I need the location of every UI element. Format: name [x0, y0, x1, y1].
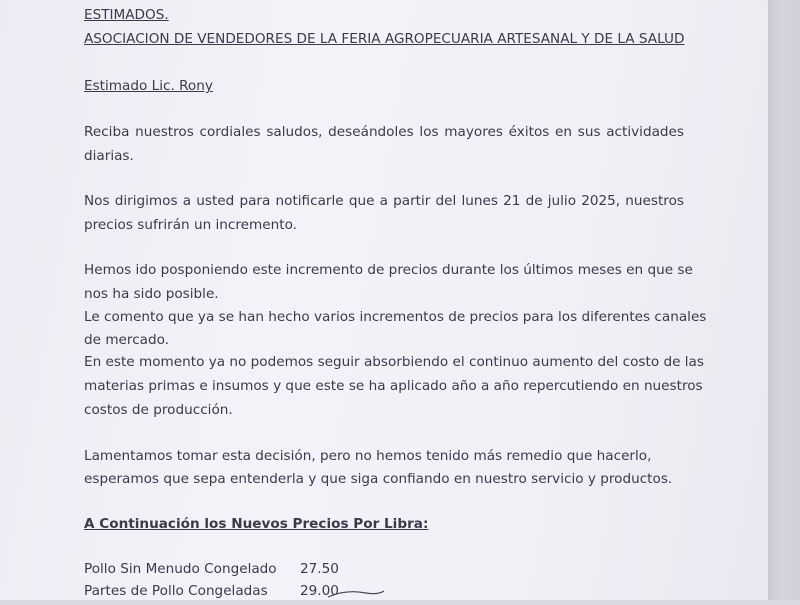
paragraph-greetings: Reciba nuestros cordiales saludos, deseándoles los mayores éxitos en sus actividades diarias. — [84, 124, 684, 164]
prices-heading: A Continuación los Nuevos Precios Por Libra: — [84, 516, 429, 532]
price-value: 29.00 — [300, 583, 339, 599]
handwritten-mark — [326, 585, 386, 605]
salutation-title: ESTIMADOS. — [84, 7, 169, 23]
paragraph-postponed-line-1: Hemos ido posponiendo este incremento de precios durante los últimos meses en que se — [84, 262, 693, 278]
price-item-name: Pollo Sin Menudo Congelado — [84, 561, 277, 577]
paragraph-postponed-line-2: nos ha sido posible. — [84, 286, 219, 302]
paragraph-regret-line-2: esperamos que sepa entenderla y que siga confiando en nuestro servicio y productos. — [84, 471, 673, 487]
price-row — [84, 559, 339, 579]
paragraph-increments-line-2: de mercado. — [84, 332, 170, 348]
paragraph-regret-line-1: Lamentamos tomar esta decisión, pero no hemos tenido más remedio que hacerlo, — [84, 448, 652, 464]
price-item-name: Partes de Pollo Congeladas — [84, 583, 268, 599]
paragraph-costs-line-2: materias primas e insumos y que este se ha aplicado año a año repercutiendo en nuestros — [84, 378, 703, 394]
paragraph-increments-line-1: Le comento que ya se han hecho varios incrementos de precios para los diferentes canales — [84, 309, 707, 325]
paragraph-costs-line-1: En este momento ya no podemos seguir absorbiendo el continuo aumento del costo de las — [84, 354, 704, 370]
price-value: 27.50 — [300, 561, 339, 577]
price-row — [84, 581, 339, 601]
paragraph-notification: Nos dirigimos a usted para notificarle que a partir del lunes 21 de julio 2025, nuestros precios sufrirán un incremento. — [84, 193, 684, 233]
greeting-line: Estimado Lic. Rony — [84, 78, 213, 94]
paragraph-costs-line-3: costos de producción. — [84, 402, 233, 418]
paper-edge-shadow — [768, 0, 800, 600]
recipient-organization: ASOCIACION DE VENDEDORES DE LA FERIA AGROPECUARIA ARTESANAL Y DE LA SALUD — [84, 31, 685, 47]
